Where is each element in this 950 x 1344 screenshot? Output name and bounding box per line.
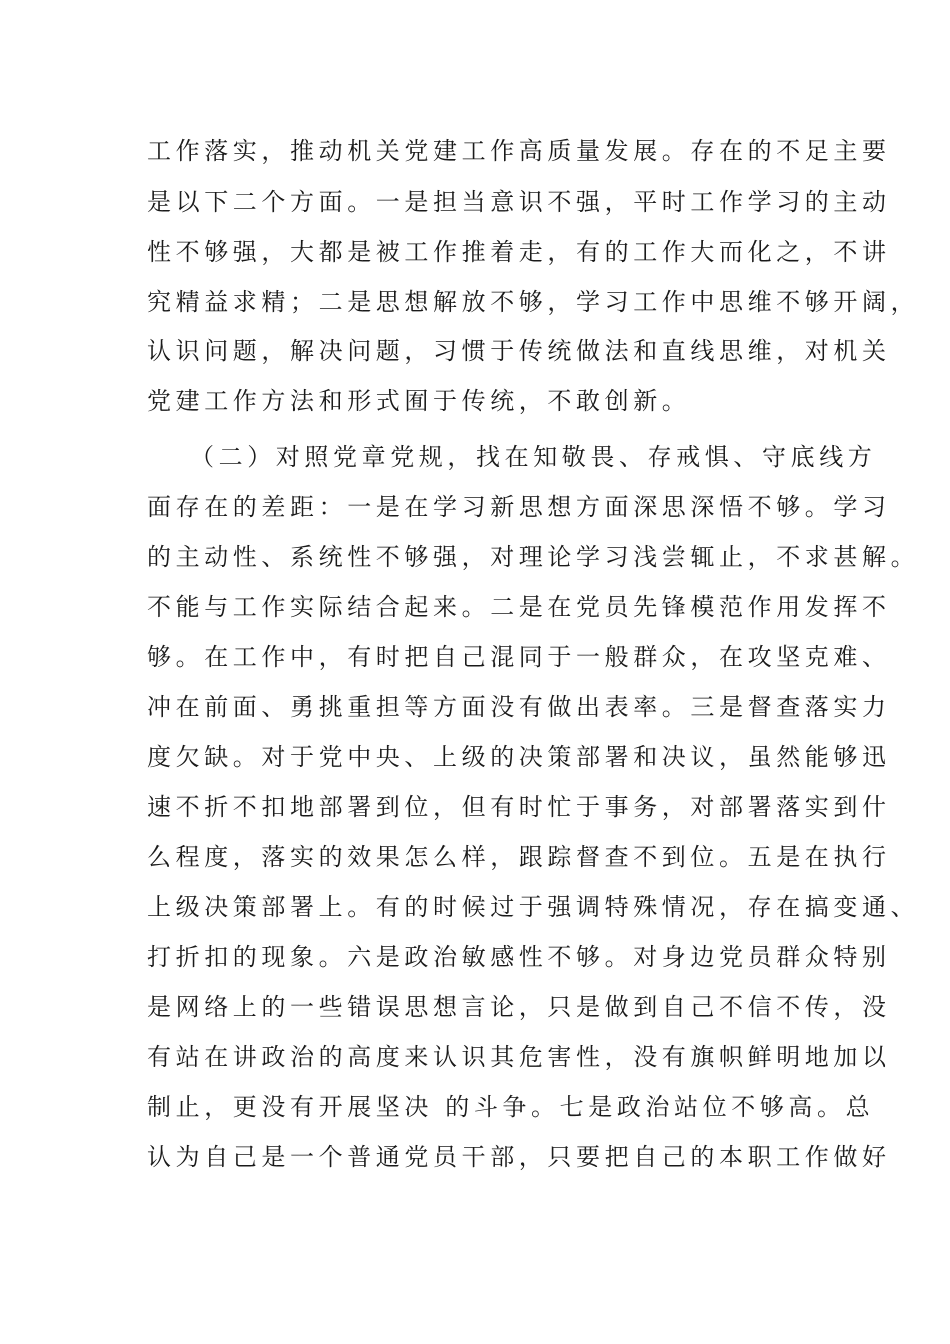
text-line [0,537,950,577]
line-text: 是网络上的一些错误思想言论，只是做到自己不信不传，没 [147,993,891,1021]
line-text: 面存在的差距：一是在学习新思想方面深思深悟不够。学习 [147,493,891,521]
line-text: 够。在工作中，有时把自己混同于一般群众，在攻坚克难、 [147,643,891,671]
text-line [0,937,950,977]
text-line [0,1087,950,1127]
line-text: 么程度，落实的效果怎么样，跟踪督查不到位。五是在执行 [147,843,891,871]
text-line [0,437,950,477]
text-line [0,1037,950,1077]
line-text: 的主动性、系统性不够强，对理论学习浅尝辄止，不求甚解。 [147,543,920,571]
line-text: 性不够强，大都是被工作推着走，有的工作大而化之，不讲 [147,238,891,266]
line-text: 有站在讲政治的高度来认识其危害性，没有旗帜鲜明地加以 [147,1043,891,1071]
text-line [0,737,950,777]
line-text: 不能与工作实际结合起来。二是在党员先锋模范作用发挥不 [147,593,891,621]
line-text: 度欠缺。对于党中央、上级的决策部署和决议，虽然能够迅 [147,743,891,771]
line-text: 冲在前面、勇挑重担等方面没有做出表率。三是督查落实力 [147,693,891,721]
line-text: 制止，更没有开展坚决 的斗争。七是政治站位不够高。总 [147,1093,875,1121]
line-text: 上级决策部署上。有的时候过于强调特殊情况，存在搞变通、 [147,893,920,921]
line-text: 党建工作方法和形式囿于传统，不敢创新。 [147,387,691,415]
text-line [0,381,950,421]
line-text: （二）对照党章党规，找在知敬畏、存戒惧、守底线方 [190,443,877,471]
text-line [0,837,950,877]
text-line [0,182,950,222]
text-line [0,687,950,727]
text-line [0,587,950,627]
line-text: 打折扣的现象。六是政治敏感性不够。对身边党员群众特别 [147,943,891,971]
line-text: 究精益求精；二是思想解放不够，学习工作中思维不够开阔， [147,288,920,316]
text-line [0,331,950,371]
text-line [0,1137,950,1177]
text-line [0,987,950,1027]
line-text: 工作落实，推动机关党建工作高质量发展。存在的不足主要 [147,137,891,165]
line-text: 认为自己是一个普通党员干部，只要把自己的本职工作做好 [147,1143,891,1171]
line-text: 是以下二个方面。一是担当意识不强，平时工作学习的主动 [147,188,891,216]
text-line [0,637,950,677]
text-line [0,787,950,827]
text-line [0,487,950,527]
text-line [0,282,950,322]
line-text: 速不折不扣地部署到位，但有时忙于事务，对部署落实到什 [147,793,891,821]
text-line [0,131,950,171]
text-line [0,232,950,272]
text-line [0,887,950,927]
line-text: 认识问题，解决问题，习惯于传统做法和直线思维，对机关 [147,337,891,365]
